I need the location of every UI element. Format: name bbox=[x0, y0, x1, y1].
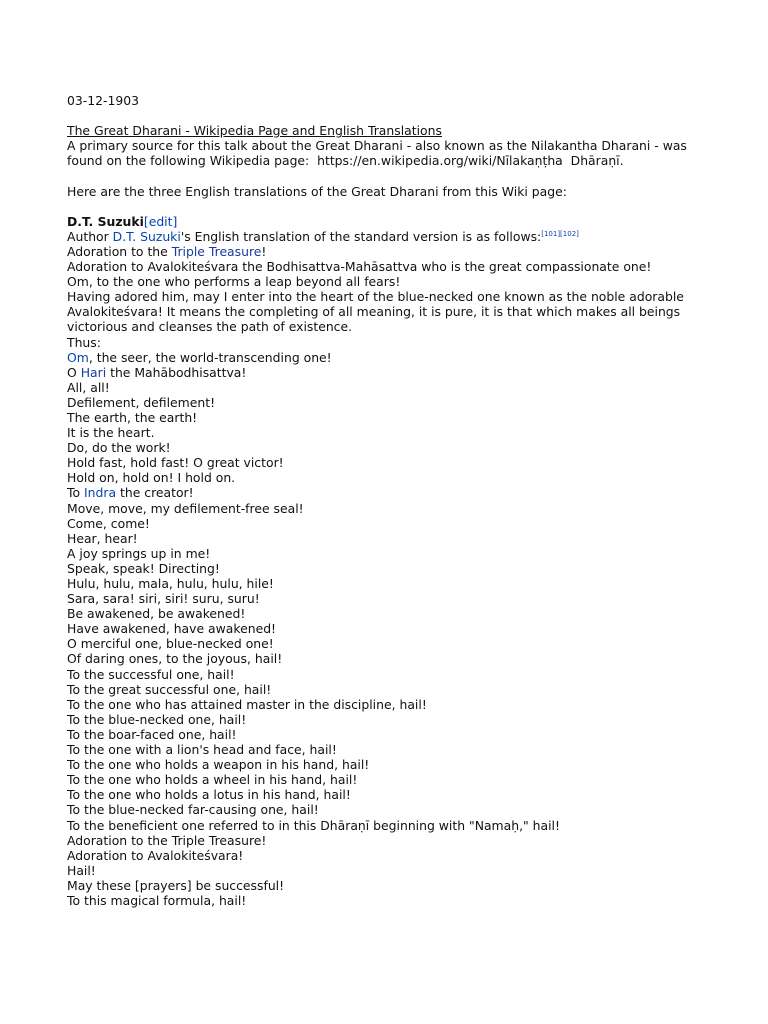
edit-link[interactable]: [edit] bbox=[143, 213, 178, 229]
indra-line bbox=[67, 485, 727, 500]
translation-line: Having adored him, may I enter into the heart of the blue-necked one known as the noble adorable bbox=[67, 289, 684, 305]
translation-lines-b bbox=[67, 380, 727, 486]
translation-line: O merciful one, blue-necked one! bbox=[67, 636, 274, 652]
line-prefix: O bbox=[67, 364, 81, 380]
translation-line: Sara, sara! siri, siri! suru, suru! bbox=[67, 591, 260, 607]
line-suffix: the Mahābodhisattva! bbox=[106, 364, 247, 380]
date: 03-12-1903 bbox=[67, 93, 140, 108]
line-prefix: Adoration to the bbox=[67, 243, 172, 259]
translation-line: To the one who holds a wheel in his hand, hail! bbox=[67, 772, 358, 788]
translation-lines-c bbox=[67, 501, 727, 909]
translation-line: All, all! bbox=[67, 379, 110, 395]
translation-line: To the blue-necked far-causing one, hail! bbox=[67, 802, 319, 818]
section-title: D.T. Suzuki bbox=[67, 213, 144, 229]
translation-line: victorious and cleanses the path of existence. bbox=[67, 319, 353, 335]
translation-line: Adoration to Avalokiteśvara the Bodhisattva-Mahāsattva who is the great compassionate one! bbox=[67, 259, 652, 275]
om-line bbox=[67, 350, 727, 365]
translation-line: To the great successful one, hail! bbox=[67, 681, 272, 697]
author-prefix: Author bbox=[67, 228, 113, 244]
document-page bbox=[67, 93, 727, 908]
translation-line: To the boar-faced one, hail! bbox=[67, 726, 237, 742]
translation-lines-a bbox=[67, 259, 727, 350]
section-header bbox=[67, 214, 727, 229]
om-link[interactable]: Om bbox=[67, 349, 89, 365]
translation-line: Thus: bbox=[67, 334, 101, 350]
translation-line: To the blue-necked one, hail! bbox=[67, 711, 247, 727]
translation-line: The earth, the earth! bbox=[67, 409, 198, 425]
translation-line: To the successful one, hail! bbox=[67, 666, 235, 682]
translation-line: To the one who holds a lotus in his hand, hail! bbox=[67, 787, 351, 803]
hari-link[interactable]: Hari bbox=[80, 364, 107, 380]
translation-line: May these [prayers] be successful! bbox=[67, 877, 285, 893]
translation-line: Be awakened, be awakened! bbox=[67, 606, 246, 622]
translation-line: Hold on, hold on! I hold on. bbox=[67, 470, 236, 486]
translation-line: Hulu, hulu, mala, hulu, hulu, hile! bbox=[67, 576, 274, 591]
translation-line: Of daring ones, to the joyous, hail! bbox=[67, 651, 283, 667]
translation-line: A joy springs up in me! bbox=[67, 545, 211, 561]
suzuki-link[interactable]: D.T. Suzuki bbox=[112, 228, 181, 244]
translation-line: Avalokiteśvara! It means the completing of all meaning, it is pure, it is that which makes all beings bbox=[67, 304, 681, 320]
spacer bbox=[67, 168, 727, 183]
line-suffix: , the seer, the world-transcending one! bbox=[88, 349, 332, 365]
translation-line: It is the heart. bbox=[67, 425, 155, 441]
author-suffix: 's English translation of the standard version is as follows: bbox=[180, 228, 542, 244]
translation-line: Adoration to Avalokiteśvara! bbox=[67, 847, 244, 863]
translation-line: Hold fast, hold fast! O great victor! bbox=[67, 455, 284, 471]
intro-line-2: found on the following Wikipedia page: https://en.wikipedia.org/wiki/Nīlakaṇṭha Dhāraṇī. bbox=[67, 153, 624, 169]
author-line bbox=[67, 229, 727, 244]
adoration-line bbox=[67, 244, 727, 259]
translation-line: To the one who has attained master in the discipline, hail! bbox=[67, 696, 427, 712]
indra-link[interactable]: Indra bbox=[83, 485, 117, 501]
reference-links[interactable]: [101][102] bbox=[541, 229, 579, 238]
translations-intro: Here are the three English translations of the Great Dharani from this Wiki page: bbox=[67, 183, 567, 199]
spacer bbox=[67, 108, 727, 123]
translation-line: Come, come! bbox=[67, 515, 150, 531]
triple-treasure-link[interactable]: Triple Treasure bbox=[171, 243, 262, 259]
translation-line: To the beneficient one referred to in this Dhāraṇī beginning with "Namaḥ," hail! bbox=[67, 817, 560, 833]
translation-line: Move, move, my defilement-free seal! bbox=[67, 500, 304, 516]
translation-line: To the one who holds a weapon in his hand, hail! bbox=[67, 757, 370, 773]
translation-line: Om, to the one who performs a leap beyond all fears! bbox=[67, 274, 401, 290]
translation-line: Hail! bbox=[67, 862, 96, 878]
intro-line-1: A primary source for this talk about the Great Dharani - also known as the Nilakantha Dharani - was bbox=[67, 138, 687, 154]
line-suffix: ! bbox=[261, 243, 267, 259]
translation-line: Adoration to the Triple Treasure! bbox=[67, 832, 267, 848]
spacer bbox=[67, 199, 727, 214]
page-heading: The Great Dharani - Wikipedia Page and English Translations bbox=[67, 123, 442, 139]
translation-line: Have awakened, have awakened! bbox=[67, 621, 277, 637]
translation-line: Defilement, defilement! bbox=[67, 394, 216, 410]
translation-line: To this magical formula, hail! bbox=[67, 892, 247, 908]
translation-line: Hear, hear! bbox=[67, 530, 138, 546]
line-suffix: the creator! bbox=[116, 485, 194, 501]
translation-line: Do, do the work! bbox=[67, 440, 171, 456]
line-prefix: To bbox=[67, 485, 84, 501]
translation-line: Speak, speak! Directing! bbox=[67, 560, 220, 576]
translation-line: To the one with a lion's head and face, hail! bbox=[67, 742, 337, 758]
hari-line bbox=[67, 365, 727, 380]
